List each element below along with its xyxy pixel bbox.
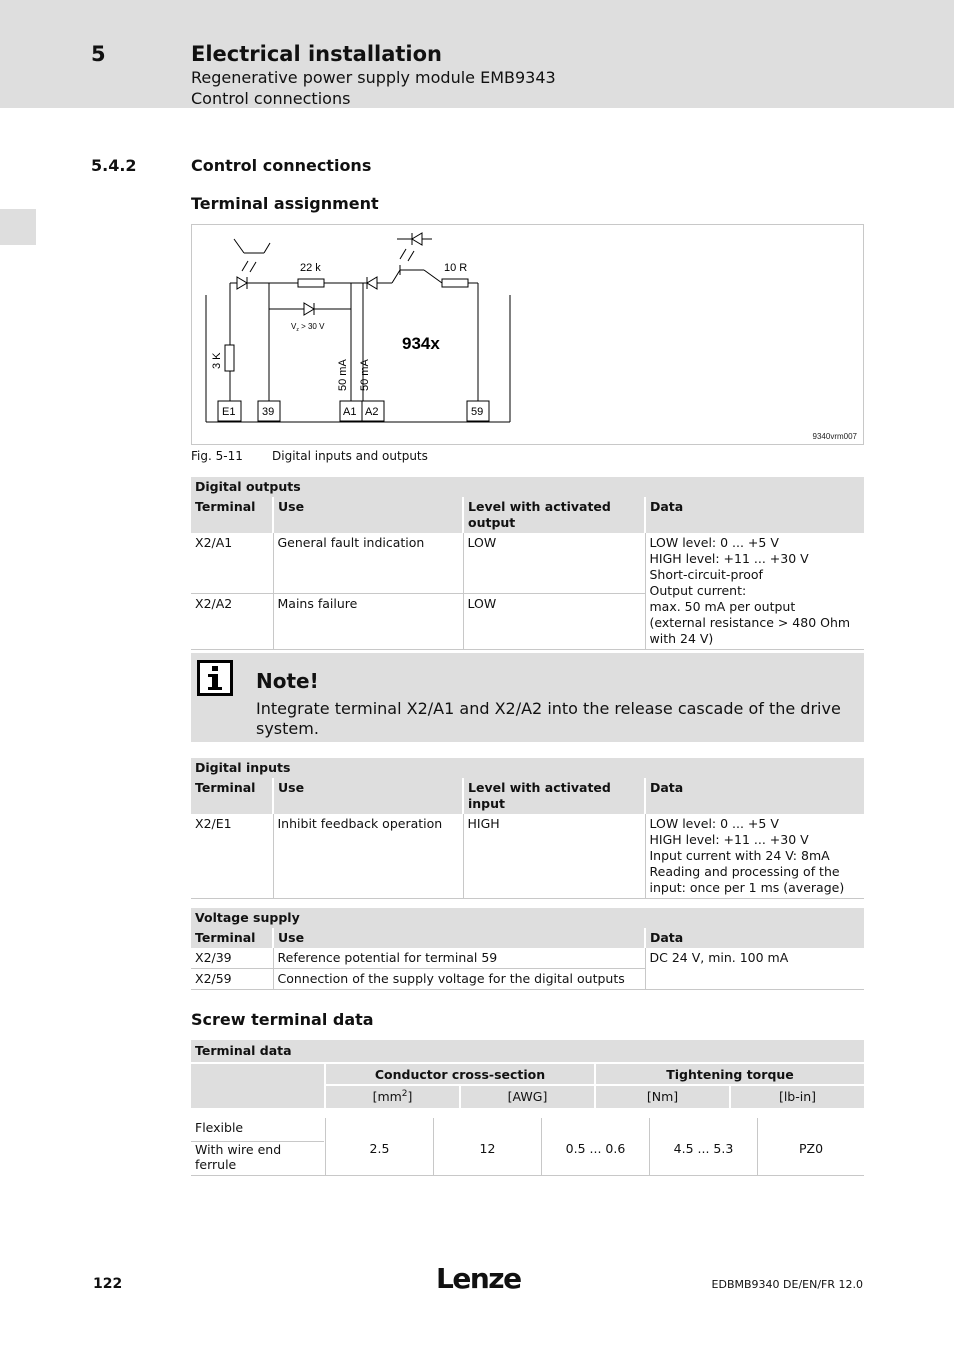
terminal-e1: E1 (222, 406, 236, 418)
led-diode-top (412, 233, 422, 245)
diode-a2 (367, 277, 377, 289)
value-mm2: 2.5 (369, 1141, 390, 1156)
voltage-supply-table (191, 907, 864, 990)
terminal-a1: A1 (343, 406, 357, 418)
data-cell: DC 24 V, min. 100 mA (645, 948, 864, 990)
info-icon (197, 660, 233, 696)
column-header: Use (273, 778, 463, 814)
figure-number: Fig. 5-11 (191, 449, 243, 463)
table-row (191, 533, 864, 593)
label-10r: 10 R (444, 262, 468, 274)
use-cell: General fault indication (273, 533, 463, 593)
terminal-cell: X2/A2 (191, 593, 273, 649)
use-cell: Mains failure (273, 593, 463, 649)
value-lbin: 4.5 ... 5.3 (673, 1141, 734, 1156)
zener-diode (304, 303, 314, 315)
chapter-title: Electrical installation (191, 42, 442, 66)
section-number: 5.4.2 (91, 156, 137, 175)
page-number: 122 (93, 1276, 123, 1292)
label-50ma-a1: 50 mA (337, 359, 349, 391)
table-caption: Digital inputs (191, 758, 864, 779)
circuit-diagram (192, 225, 865, 446)
group-header-cross-section: Conductor cross-section (326, 1064, 594, 1084)
label-22k: 22 k (300, 262, 321, 274)
level-cell: HIGH (463, 814, 645, 899)
column-header: Level with activated input (463, 778, 645, 814)
label-50ma-a2: 50 mA (359, 359, 371, 391)
figure-caption (191, 449, 428, 463)
column-header: Use (273, 928, 645, 948)
label-vz: $V_z > 30$ V (291, 322, 325, 333)
header-subtitle-module: Regenerative power supply module EMB9343 (191, 68, 556, 87)
digital-outputs-table (191, 476, 864, 650)
table-row (191, 814, 864, 899)
note-box (191, 653, 864, 742)
chapter-number: 5 (91, 42, 106, 66)
header-subtitle-section: Control connections (191, 89, 351, 108)
unit-mm2: $[mm^2]$ (326, 1086, 459, 1108)
figure-caption-text: Digital inputs and outputs (272, 449, 428, 463)
data-cell: LOW level: 0 ... +5 V HIGH level: +11 ... +30 V Input current with 24 V: 8mA Reading and processing of the input: once per 1 ms (average) (645, 814, 864, 899)
table-bottom-rule (191, 1175, 864, 1176)
column-header: Data (645, 778, 864, 814)
level-cell: LOW (463, 593, 645, 649)
column-header: Data (645, 928, 864, 948)
column-header: Level with activated output (463, 497, 645, 533)
level-cell: LOW (463, 533, 645, 593)
use-cell: Reference potential for terminal 59 (273, 948, 645, 969)
digital-inputs-table (191, 757, 864, 899)
column-header: Terminal (191, 928, 273, 948)
column-header: Data (645, 497, 864, 533)
terminal-cell: X2/59 (191, 969, 273, 990)
terminal-cell: X2/A1 (191, 533, 273, 593)
value-nm: 0.5 ... 0.6 (565, 1141, 626, 1156)
table-row (191, 948, 864, 969)
resistor-3k (225, 345, 234, 371)
table-caption: Voltage supply (191, 908, 864, 929)
terminal-39: 39 (262, 406, 275, 418)
use-cell: Inhibit feedback operation (273, 814, 463, 899)
note-text: Integrate terminal X2/A1 and X2/A2 into the release cascade of the drive system. (256, 699, 841, 738)
row-label-ferrule: With wire end ferrule (195, 1142, 282, 1172)
unit-lbin: [lb-in] (731, 1086, 864, 1108)
chapter-side-tab (0, 209, 36, 245)
circuit-figure (191, 224, 864, 445)
use-cell: Connection of the supply voltage for the digital outputs (273, 969, 645, 990)
terminal-assignment-heading: Terminal assignment (191, 194, 379, 213)
resistor-22k (298, 279, 324, 287)
unit-awg: [AWG] (461, 1086, 594, 1108)
terminal-a2: A2 (365, 406, 379, 418)
table-caption: Digital outputs (191, 477, 864, 498)
terminal-cell: X2/E1 (191, 814, 273, 899)
note-title: Note! (256, 669, 319, 693)
column-header: Use (273, 497, 463, 533)
led-diode-e1 (237, 277, 247, 289)
unit-nm: [Nm] (596, 1086, 729, 1108)
table-caption: Terminal data (191, 1040, 864, 1062)
row-label-flexible: Flexible (195, 1120, 244, 1135)
figure-id: 9340vrm007 (812, 432, 857, 441)
section-title: Control connections (191, 156, 372, 175)
column-header: Terminal (191, 497, 273, 533)
device-label: 934x (402, 334, 440, 353)
terminal-59: 59 (471, 406, 484, 418)
header-blank-cell (191, 1064, 324, 1108)
value-awg: 12 (479, 1141, 496, 1156)
screw-terminal-heading: Screw terminal data (191, 1010, 374, 1029)
terminal-cell: X2/39 (191, 948, 273, 969)
document-id: EDBMB9340 DE/EN/FR 12.0 (711, 1278, 863, 1291)
label-3k: 3 K (211, 352, 223, 369)
column-header: Terminal (191, 778, 273, 814)
data-cell: LOW level: 0 ... +5 V HIGH level: +11 ... +30 V Short-circuit-proof Output current: max. 50 mA per output (external resistance > 480 Ohm with 24 V) (645, 533, 864, 650)
lenze-logo: Lenze (436, 1262, 521, 1295)
value-driver: PZ0 (798, 1141, 824, 1156)
resistor-10r (442, 279, 468, 287)
header-band (0, 0, 954, 108)
group-header-torque: Tightening torque (596, 1064, 864, 1084)
